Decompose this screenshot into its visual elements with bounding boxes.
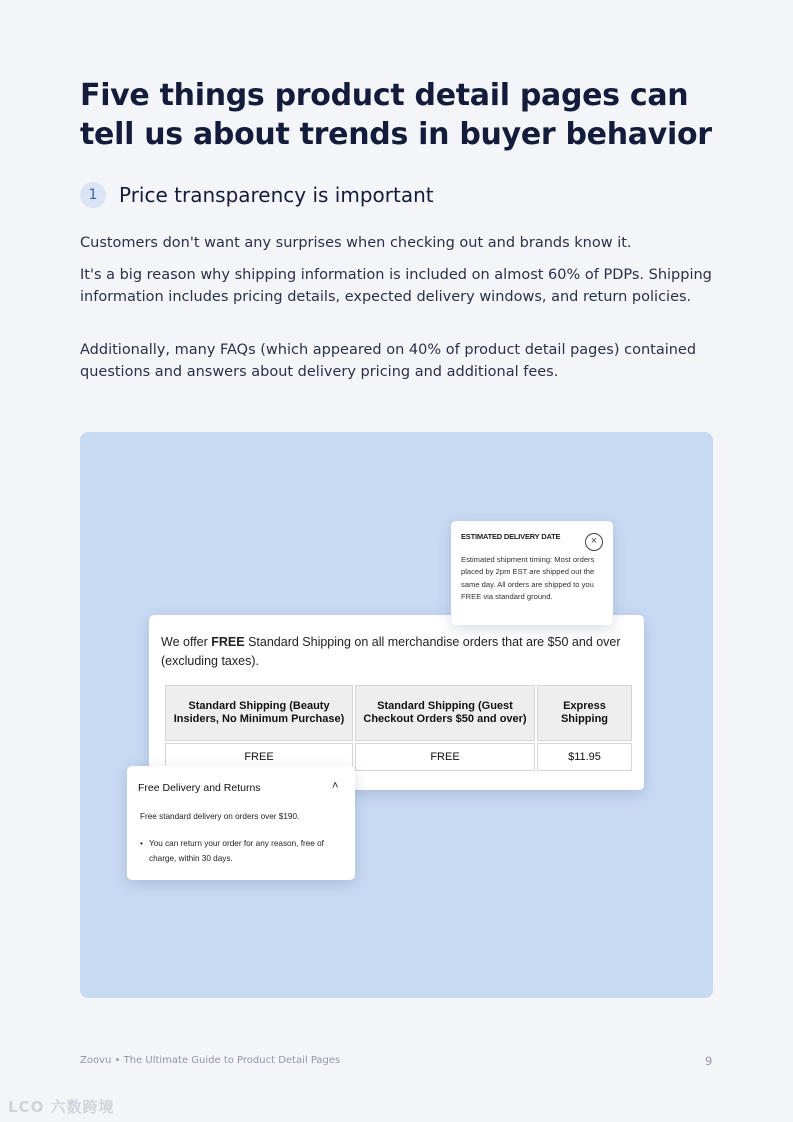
bullet-icon: • — [140, 839, 143, 848]
cell-express-price: $11.95 — [537, 743, 632, 771]
watermark-logo: LCO 六数跨境 — [8, 1098, 115, 1116]
column-header-express: Express Shipping — [537, 685, 632, 741]
table-header-row — [165, 685, 632, 741]
column-header-beauty-insiders: Standard Shipping (Beauty Insiders, No Minimum Purchase) — [165, 685, 353, 741]
shipping-intro: We offer FREE Standard Shipping on all merchandise orders that are $50 and over (excluding taxes). — [161, 635, 621, 668]
delivery-popup-title: ESTIMATED DELIVERY DATE — [461, 532, 561, 541]
list-item — [140, 836, 350, 866]
section-title: Price transparency is important — [119, 183, 434, 207]
shipping-table — [163, 683, 634, 773]
free-delivery-title[interactable]: Free Delivery and Returns — [138, 782, 261, 794]
cell-guest-checkout-price: FREE — [355, 743, 535, 771]
chevron-up-icon[interactable]: ˄ — [332, 780, 339, 792]
free-delivery-text: Free standard delivery on orders over $190. — [140, 812, 300, 821]
cell-beauty-insiders-price: FREE — [165, 743, 353, 771]
shipping-info-card — [149, 615, 644, 790]
paragraph-1: Customers don't want any surprises when checking out and brands know it. — [80, 235, 632, 251]
section-number-badge: 1 — [80, 182, 106, 208]
paragraph-2: It's a big reason why shipping information is included on almost 60% of PDPs. Shipping information includes pricing details, expected delivery windows, and return policies. — [80, 267, 712, 305]
paragraph-3: Additionally, many FAQs (which appeared on 40% of product detail pages) contained questions and answers about delivery pricing and additional fees. — [80, 342, 697, 380]
page-title: Five things product detail pages can tell us about trends in buyer behavior — [80, 78, 712, 152]
free-delivery-card — [127, 766, 355, 880]
example-panel — [80, 432, 713, 998]
return-policy-text: You can return your order for any reason, free of charge, within 30 days. — [149, 839, 324, 863]
section-heading — [80, 182, 434, 208]
page-number: 9 — [705, 1054, 713, 1068]
column-header-guest-checkout: Standard Shipping (Guest Checkout Orders $50 and over) — [355, 685, 535, 741]
delivery-popup-body: Estimated shipment timing: Most orders placed by 2pm EST are shipped out the same day. All orders are shipped to you FREE via standard ground. — [461, 555, 595, 602]
estimated-delivery-popup — [451, 521, 613, 625]
close-icon[interactable]: × — [585, 533, 603, 551]
footer-text: Zoovu • The Ultimate Guide to Product Detail Pages — [80, 1055, 341, 1066]
